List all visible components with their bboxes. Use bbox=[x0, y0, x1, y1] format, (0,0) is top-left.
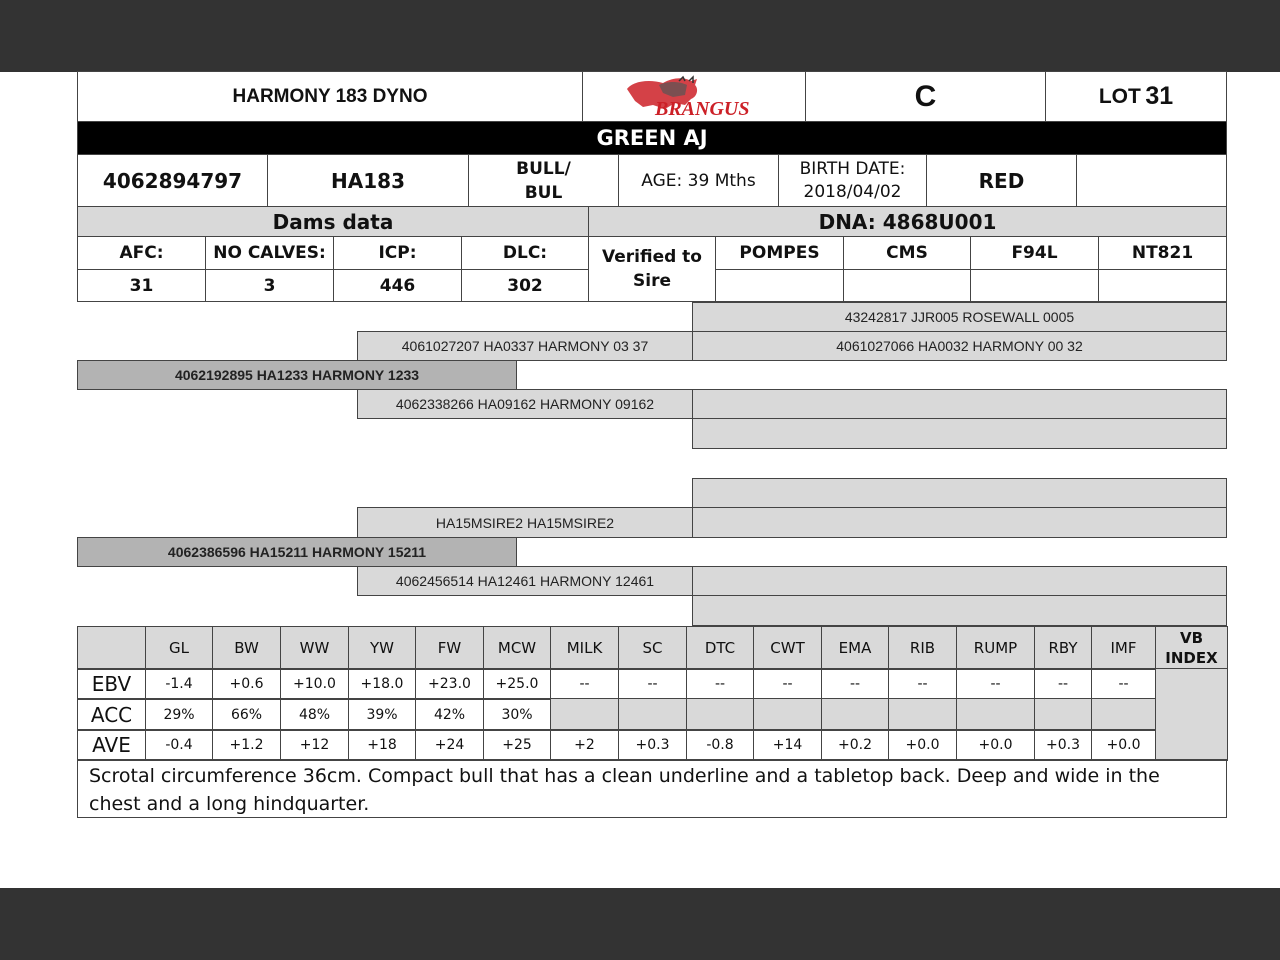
ebv-cell-ave-mcw bbox=[483, 729, 551, 761]
ebv-col-ww-text: WW bbox=[299, 639, 330, 657]
ebv-cell-ave-milk bbox=[550, 729, 619, 761]
ebv-cell-ave-ww bbox=[280, 729, 349, 761]
ebv-cell-acc-milk bbox=[550, 698, 619, 731]
ebv-col-bw bbox=[212, 626, 281, 670]
grade bbox=[805, 71, 1046, 122]
animal-name-text: HARMONY 183 DYNO bbox=[232, 85, 428, 107]
ebv-cell-ave-ww-text: +12 bbox=[299, 737, 330, 753]
ebv-cell-ave-bw-text: +1.2 bbox=[229, 737, 264, 753]
ebv-cell-ave-fw bbox=[415, 729, 484, 761]
ebv-cell-acc-bw-text: 66% bbox=[230, 706, 263, 723]
ebv-cell-ave-dtc bbox=[686, 729, 754, 761]
ebv-col-sc bbox=[618, 626, 687, 670]
ebv-cell-ave-yw-text: +18 bbox=[367, 737, 397, 753]
ebv-cell-ebv-ema bbox=[821, 668, 889, 700]
ebv-cell-ave-rump-text: +0.0 bbox=[978, 737, 1013, 753]
dam-dam bbox=[357, 566, 693, 596]
verified-to-sire bbox=[588, 236, 716, 302]
f94l-label-text: F94L bbox=[1011, 243, 1058, 263]
sire-sire-sire-text: 43242817 JJR005 ROSEWALL 0005 bbox=[844, 309, 1075, 325]
ebv-col-bw-text: BW bbox=[234, 639, 259, 657]
ebv-cell-acc-cwt bbox=[753, 698, 822, 731]
ebv-cell-ebv-imf-text: -- bbox=[1118, 676, 1129, 692]
dam-text: 4062386596 HA15211 HARMONY 15211 bbox=[167, 544, 427, 560]
icp-label bbox=[333, 236, 462, 270]
remarks bbox=[77, 759, 1227, 818]
ebv-cell-ebv-yw bbox=[348, 668, 416, 700]
ebv-corner bbox=[77, 626, 146, 670]
ebv-col-cwt bbox=[753, 626, 822, 670]
brangus-logo bbox=[582, 71, 806, 122]
dna-title bbox=[588, 206, 1227, 237]
ebv-cell-ave-mcw-text: +25 bbox=[502, 737, 532, 753]
id-number bbox=[77, 154, 268, 207]
ebv-cell-acc-mcw bbox=[483, 698, 551, 731]
afc-label-text: AFC: bbox=[119, 243, 164, 263]
ebv-cell-ave-bw bbox=[212, 729, 281, 761]
ebv-cell-ebv-milk bbox=[550, 668, 619, 700]
sire-sire bbox=[357, 331, 693, 361]
ebv-cell-acc-fw-text: 42% bbox=[433, 706, 466, 723]
cms-label-text: CMS bbox=[886, 243, 928, 263]
cms-value bbox=[843, 269, 971, 302]
ebv-cell-ave-rby bbox=[1034, 729, 1092, 761]
ebv-cell-ebv-mcw-text: +25.0 bbox=[495, 676, 539, 692]
ebv-col-rib-text: RIB bbox=[909, 639, 936, 657]
ebv-col-imf-text: IMF bbox=[1110, 639, 1137, 657]
owner-name: GREEN AJ bbox=[596, 126, 708, 150]
ebv-cell-ave-fw-text: +24 bbox=[434, 737, 465, 753]
ebv-cell-ebv-rib bbox=[888, 668, 957, 700]
ebv-row-label-ave bbox=[77, 729, 146, 761]
ebv-col-gl bbox=[145, 626, 213, 670]
sire bbox=[77, 360, 517, 390]
ebv-row-label-ebv-text: EBV bbox=[91, 672, 132, 696]
ebv-cell-acc-fw bbox=[415, 698, 484, 731]
ebv-row-label-acc bbox=[77, 698, 146, 731]
dams-data-title-text: Dams data bbox=[272, 209, 394, 234]
sire-sire-text: 4061027207 HA0337 HARMONY 03 37 bbox=[401, 338, 649, 354]
ebv-cell-ave-cwt bbox=[753, 729, 822, 761]
grade-text: C bbox=[914, 79, 937, 113]
dam-sire bbox=[357, 507, 693, 538]
ebv-cell-acc-gl bbox=[145, 698, 213, 731]
ebv-cell-ave-ema-text: +0.2 bbox=[838, 737, 872, 753]
no-calves-label-text: NO CALVES: bbox=[213, 243, 326, 263]
sex-line1: BULL/ bbox=[516, 158, 571, 179]
dna-title-text: DNA: 4868U001 bbox=[818, 209, 997, 234]
icp-value-text: 446 bbox=[379, 275, 416, 296]
ebv-col-ww bbox=[280, 626, 349, 670]
f94l-label bbox=[970, 236, 1099, 270]
ebv-cell-ebv-rby-text: -- bbox=[1057, 676, 1069, 692]
sire-sire-dam bbox=[692, 331, 1227, 361]
ebv-col-imf bbox=[1091, 626, 1156, 670]
ebv-col-mcw-text: MCW bbox=[497, 639, 537, 657]
ebv-col-dtc-text: DTC bbox=[704, 639, 736, 657]
ebv-cell-ebv-rump bbox=[956, 668, 1035, 700]
ebv-col-milk-text: MILK bbox=[566, 639, 603, 657]
colour bbox=[926, 154, 1077, 207]
ebv-cell-ebv-gl-text: -1.4 bbox=[165, 676, 193, 692]
afc-value-text: 31 bbox=[129, 275, 154, 296]
ebv-col-cwt-text: CWT bbox=[770, 639, 805, 657]
ebv-cell-ave-imf-text: +0.0 bbox=[1106, 737, 1141, 753]
no-calves-value bbox=[205, 269, 334, 302]
ebv-cell-acc-ww bbox=[280, 698, 349, 731]
ebv-cell-ave-cwt-text: +14 bbox=[772, 737, 803, 753]
ebv-cell-ebv-rump-text: -- bbox=[990, 676, 1001, 692]
ebv-cell-ave-rib bbox=[888, 729, 957, 761]
ebv-cell-ave-yw bbox=[348, 729, 416, 761]
ebv-cell-ebv-fw bbox=[415, 668, 484, 700]
ebv-cell-acc-gl-text: 29% bbox=[163, 706, 195, 723]
ebv-cell-acc-ww-text: 48% bbox=[298, 706, 331, 723]
sire-text: 4062192895 HA1233 HARMONY 1233 bbox=[174, 367, 420, 383]
dam bbox=[77, 537, 517, 567]
pompes-label-text: POMPES bbox=[739, 243, 820, 263]
nt821-value bbox=[1098, 269, 1227, 302]
vb-index-value bbox=[1155, 668, 1228, 761]
cms-label bbox=[843, 236, 971, 270]
ebv-col-fw bbox=[415, 626, 484, 670]
id-number-text: 4062894797 bbox=[102, 168, 243, 193]
ebv-col-gl-text: GL bbox=[169, 639, 189, 657]
icp-value bbox=[333, 269, 462, 302]
sire-dam-sire bbox=[692, 389, 1227, 419]
ebv-cell-ebv-rib-text: -- bbox=[917, 676, 928, 692]
icp-label-text: ICP: bbox=[378, 243, 417, 263]
dam-sire-text: HA15MSIRE2 HA15MSIRE2 bbox=[435, 514, 615, 531]
age bbox=[618, 154, 779, 207]
lot-number bbox=[1045, 71, 1227, 122]
ebv-cell-acc-yw bbox=[348, 698, 416, 731]
bull-logo-icon bbox=[619, 75, 769, 119]
tag-number bbox=[267, 154, 469, 207]
ebv-cell-ave-sc bbox=[618, 729, 687, 761]
vb-index-header bbox=[1155, 626, 1228, 670]
ebv-cell-acc-bw bbox=[212, 698, 281, 731]
dlc-label-text: DLC: bbox=[502, 243, 548, 263]
ebv-col-dtc bbox=[686, 626, 754, 670]
ebv-row-label-ave-text: AVE bbox=[92, 733, 131, 757]
ebv-cell-ebv-yw-text: +18.0 bbox=[360, 676, 404, 692]
ebv-cell-acc-imf bbox=[1091, 698, 1156, 731]
pompes-value bbox=[715, 269, 844, 302]
ebv-col-mcw bbox=[483, 626, 551, 670]
ebv-cell-ebv-rby bbox=[1034, 668, 1092, 700]
nt821-label-text: NT821 bbox=[1131, 243, 1194, 263]
remarks-text: Scrotal circumference 36cm. Compact bull that has a clean underline and a tabletop back. Deep and wide in the chest and a long hindquarter. bbox=[89, 765, 1160, 815]
tag-text: HA183 bbox=[331, 168, 405, 193]
owner-bar bbox=[77, 121, 1227, 155]
ebv-cell-ave-gl-text: -0.4 bbox=[165, 737, 193, 753]
ebv-cell-ave-rump bbox=[956, 729, 1035, 761]
ebv-cell-ave-sc-text: +0.3 bbox=[635, 737, 670, 753]
ebv-cell-ebv-cwt-text: -- bbox=[782, 676, 793, 692]
dlc-value-text: 302 bbox=[507, 275, 543, 296]
dam-sire-dam bbox=[692, 507, 1227, 538]
dams-data-title bbox=[77, 206, 589, 237]
birth-date bbox=[778, 154, 927, 207]
age-text: AGE: 39 Mths bbox=[641, 170, 756, 191]
ebv-cell-acc-mcw-text: 30% bbox=[501, 706, 533, 723]
dlc-value bbox=[461, 269, 589, 302]
bottom-frame-bar bbox=[0, 888, 1280, 960]
birth-date-label: BIRTH DATE: bbox=[799, 158, 906, 179]
ebv-cell-ebv-fw-text: +23.0 bbox=[428, 676, 471, 692]
ebv-col-milk bbox=[550, 626, 619, 670]
nt821-label bbox=[1098, 236, 1227, 270]
sire-dam-text: 4062338266 HA09162 HARMONY 09162 bbox=[395, 396, 655, 412]
ebv-cell-ebv-milk-text: -- bbox=[579, 676, 590, 692]
ebv-cell-ave-gl bbox=[145, 729, 213, 761]
birth-date-value: 2018/04/02 bbox=[803, 181, 902, 202]
ebv-cell-ebv-sc-text: -- bbox=[647, 676, 658, 692]
dam-dam-dam bbox=[692, 595, 1227, 626]
ebv-cell-ebv-gl bbox=[145, 668, 213, 700]
no-calves-label bbox=[205, 236, 334, 270]
sire-sire-dam-text: 4061027066 HA0032 HARMONY 00 32 bbox=[836, 338, 1083, 354]
verified-line1: Verified to bbox=[602, 247, 702, 267]
ebv-cell-ave-milk-text: +2 bbox=[574, 737, 595, 753]
dlc-label bbox=[461, 236, 589, 270]
ebv-cell-ave-rby-text: +0.3 bbox=[1046, 737, 1080, 753]
vb-index-line2: INDEX bbox=[1165, 649, 1218, 667]
ebv-cell-acc-rby bbox=[1034, 698, 1092, 731]
sex bbox=[468, 154, 619, 207]
ebv-col-rby bbox=[1034, 626, 1092, 670]
afc-label bbox=[77, 236, 206, 270]
no-calves-value-text: 3 bbox=[263, 275, 276, 296]
sex-line2: BUL bbox=[524, 182, 563, 203]
ebv-cell-ebv-ww bbox=[280, 668, 349, 700]
ebv-cell-ebv-sc bbox=[618, 668, 687, 700]
ebv-col-fw-text: FW bbox=[437, 639, 462, 657]
ebv-cell-ebv-bw-text: +0.6 bbox=[229, 676, 264, 692]
ebv-cell-acc-sc bbox=[618, 698, 687, 731]
logo-text: BRANGUS bbox=[655, 97, 750, 119]
ebv-cell-ebv-dtc bbox=[686, 668, 754, 700]
lot-number-value: 31 bbox=[1145, 82, 1174, 110]
vb-index-line1: VB bbox=[1179, 629, 1204, 647]
f94l-value bbox=[970, 269, 1099, 302]
lot-prefix: LOT bbox=[1098, 84, 1141, 108]
dam-dam-sire bbox=[692, 566, 1227, 596]
ebv-cell-acc-dtc bbox=[686, 698, 754, 731]
ebv-col-ema bbox=[821, 626, 889, 670]
ebv-cell-acc-yw-text: 39% bbox=[366, 706, 398, 723]
animal-name bbox=[77, 71, 583, 122]
ebv-row-label-acc-text: ACC bbox=[90, 702, 133, 727]
ebv-cell-ave-ema bbox=[821, 729, 889, 761]
verified-line2: Sire bbox=[633, 271, 671, 291]
ebv-col-yw-text: YW bbox=[370, 639, 394, 657]
ebv-col-rib bbox=[888, 626, 957, 670]
ebv-cell-ebv-ema-text: -- bbox=[849, 676, 861, 692]
sire-sire-sire bbox=[692, 302, 1227, 332]
info-extra bbox=[1076, 154, 1227, 207]
ebv-cell-ebv-cwt bbox=[753, 668, 822, 700]
ebv-col-rby-text: RBY bbox=[1048, 639, 1078, 657]
ebv-cell-ebv-ww-text: +10.0 bbox=[293, 676, 336, 692]
ebv-cell-ebv-mcw bbox=[483, 668, 551, 700]
top-frame-bar bbox=[0, 0, 1280, 72]
afc-value bbox=[77, 269, 206, 302]
sire-dam-dam bbox=[692, 418, 1227, 449]
ebv-cell-ave-imf bbox=[1091, 729, 1156, 761]
ebv-cell-ebv-imf bbox=[1091, 668, 1156, 700]
ebv-col-yw bbox=[348, 626, 416, 670]
dam-dam-text: 4062456514 HA12461 HARMONY 12461 bbox=[395, 573, 655, 589]
dam-sire-sire bbox=[692, 478, 1227, 508]
ebv-cell-acc-rump bbox=[956, 698, 1035, 731]
ebv-row-label-ebv bbox=[77, 668, 146, 700]
sire-dam bbox=[357, 389, 693, 419]
colour-text: RED bbox=[978, 168, 1025, 193]
ebv-col-rump-text: RUMP bbox=[973, 639, 1018, 657]
ebv-cell-ebv-bw bbox=[212, 668, 281, 700]
ebv-col-ema-text: EMA bbox=[838, 639, 872, 657]
ebv-cell-ebv-dtc-text: -- bbox=[714, 676, 726, 692]
ebv-cell-ave-dtc-text: -0.8 bbox=[706, 737, 734, 753]
ebv-col-sc-text: SC bbox=[642, 639, 663, 657]
ebv-col-rump bbox=[956, 626, 1035, 670]
pompes-label bbox=[715, 236, 844, 270]
ebv-cell-acc-rib bbox=[888, 698, 957, 731]
ebv-cell-acc-ema bbox=[821, 698, 889, 731]
ebv-cell-ave-rib-text: +0.0 bbox=[905, 737, 940, 753]
